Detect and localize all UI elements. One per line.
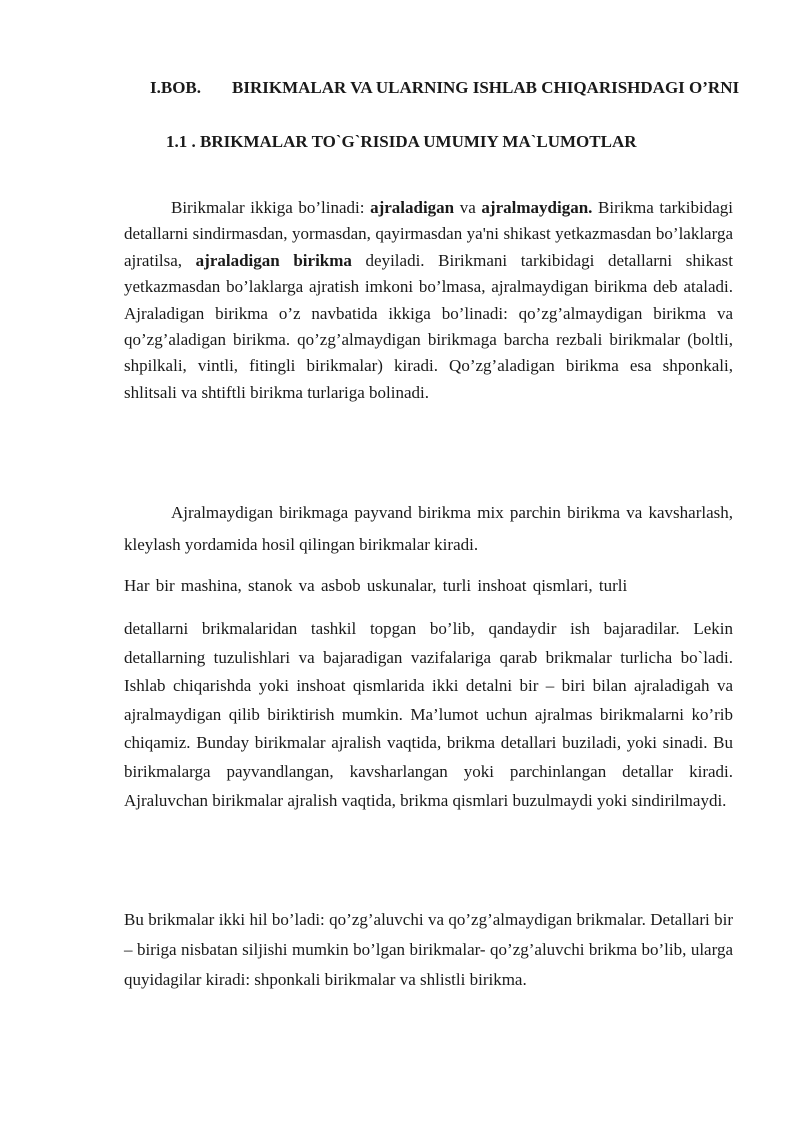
- term-ajraladigan: ajraladigan: [370, 198, 455, 217]
- section-heading: 1.1 . BRIKMALAR TO`G`RISIDA UMUMIY MA`LUMOTLAR: [166, 132, 637, 151]
- chapter-title: BIRIKMALAR VA ULARNING ISHLAB CHIQARISHDAGI O’RNI: [232, 78, 740, 97]
- term-ajraladigan-birikma: ajraladigan birikma: [195, 250, 352, 270]
- chapter-heading: [150, 77, 750, 99]
- paragraph-1: [124, 195, 733, 406]
- paragraph-1-text-1: Birikmalar ikkiga bo’linadi:: [171, 198, 371, 217]
- paragraph-1-text-2: va: [454, 198, 482, 217]
- term-ajralmaydigan: ajralmaydigan.: [481, 198, 593, 217]
- paragraph-2: Ajralmaydigan birikmaga payvand birikma mix parchin birikma va kavsharlash, kleylash yordamida hosil qilingan birikmalar kiradi.: [124, 503, 733, 554]
- paragraph-3: Har bir mashina, stanok va asbob uskunalar, turli inshoat qismlari, turli: [124, 576, 628, 595]
- chapter-number: I.BOB.: [150, 78, 202, 97]
- paragraph-4: detallarni brikmalaridan tashkil topgan bo’lib, qandaydir ish bajaradilar. Lekin detallarning tuzulishlari va bajaradigan vazifalariga qarab brikmalar turlicha bo`ladi. Ishlab chiqarishda yoki inshoat qismlarida ikki detalni bir – biri bilan ajraladigah va ajralmaydigan qilib biriktirish mumkin. Ma’lumot uchun ajralmas birikmalarni ko’rib chiqamiz. Bunday birikmalar ajralish vaqtida, brikma detallari buziladi, yoki sinadi. Bu birikmalarga payvandlangan, kavsharlangan yoki parchinlangan detallar kiradi. Ajraluvchan birikmalar ajralish vaqtida, brikma qismlari buzulmaydi yoki sindirilmaydi.: [124, 619, 733, 810]
- paragraph-5: Bu brikmalar ikki hil bo’ladi: qo’zg’aluvchi va qo’zg’almaydigan brikmalar. Detallari bir – biriga nisbatan siljishi mumkin bo’lgan birikmalar- qo’zg’aluvchi brikma bo’lib, ularga quyidagilar kiradi: shponkali birikmalar va shlistli birikma.: [124, 910, 733, 989]
- paragraph-1-text-3: Birikma tarkibidagi detallarni sindirmasdan, yormasdan, qayirmasdan ya'ni shikast yetkazmasdan bo’laklarga ajratilsa,: [124, 198, 733, 270]
- paragraph-1-text-4: deyiladi. Birikmani tarkibidagi detallarni shikast yetkazmasdan bo’laklarga ajratish imkoni bo’lmasa, ajralmaydigan birikma deb ataladi. Ajraladigan birikma o’z navbatida ikkiga bo’linadi: qo’zg’almaydigan birikma va qo’zg’aladigan birikma. qo’zg’almaydigan birikmaga barcha rezbali birikmalar (boltli, shpilkali, vintli, fitingli birikmalar) kiradi. Qo’zg’aladigan birikma esa shponkali, shlitsali va shtiftli birikma turlariga bolinadi.: [124, 250, 733, 402]
